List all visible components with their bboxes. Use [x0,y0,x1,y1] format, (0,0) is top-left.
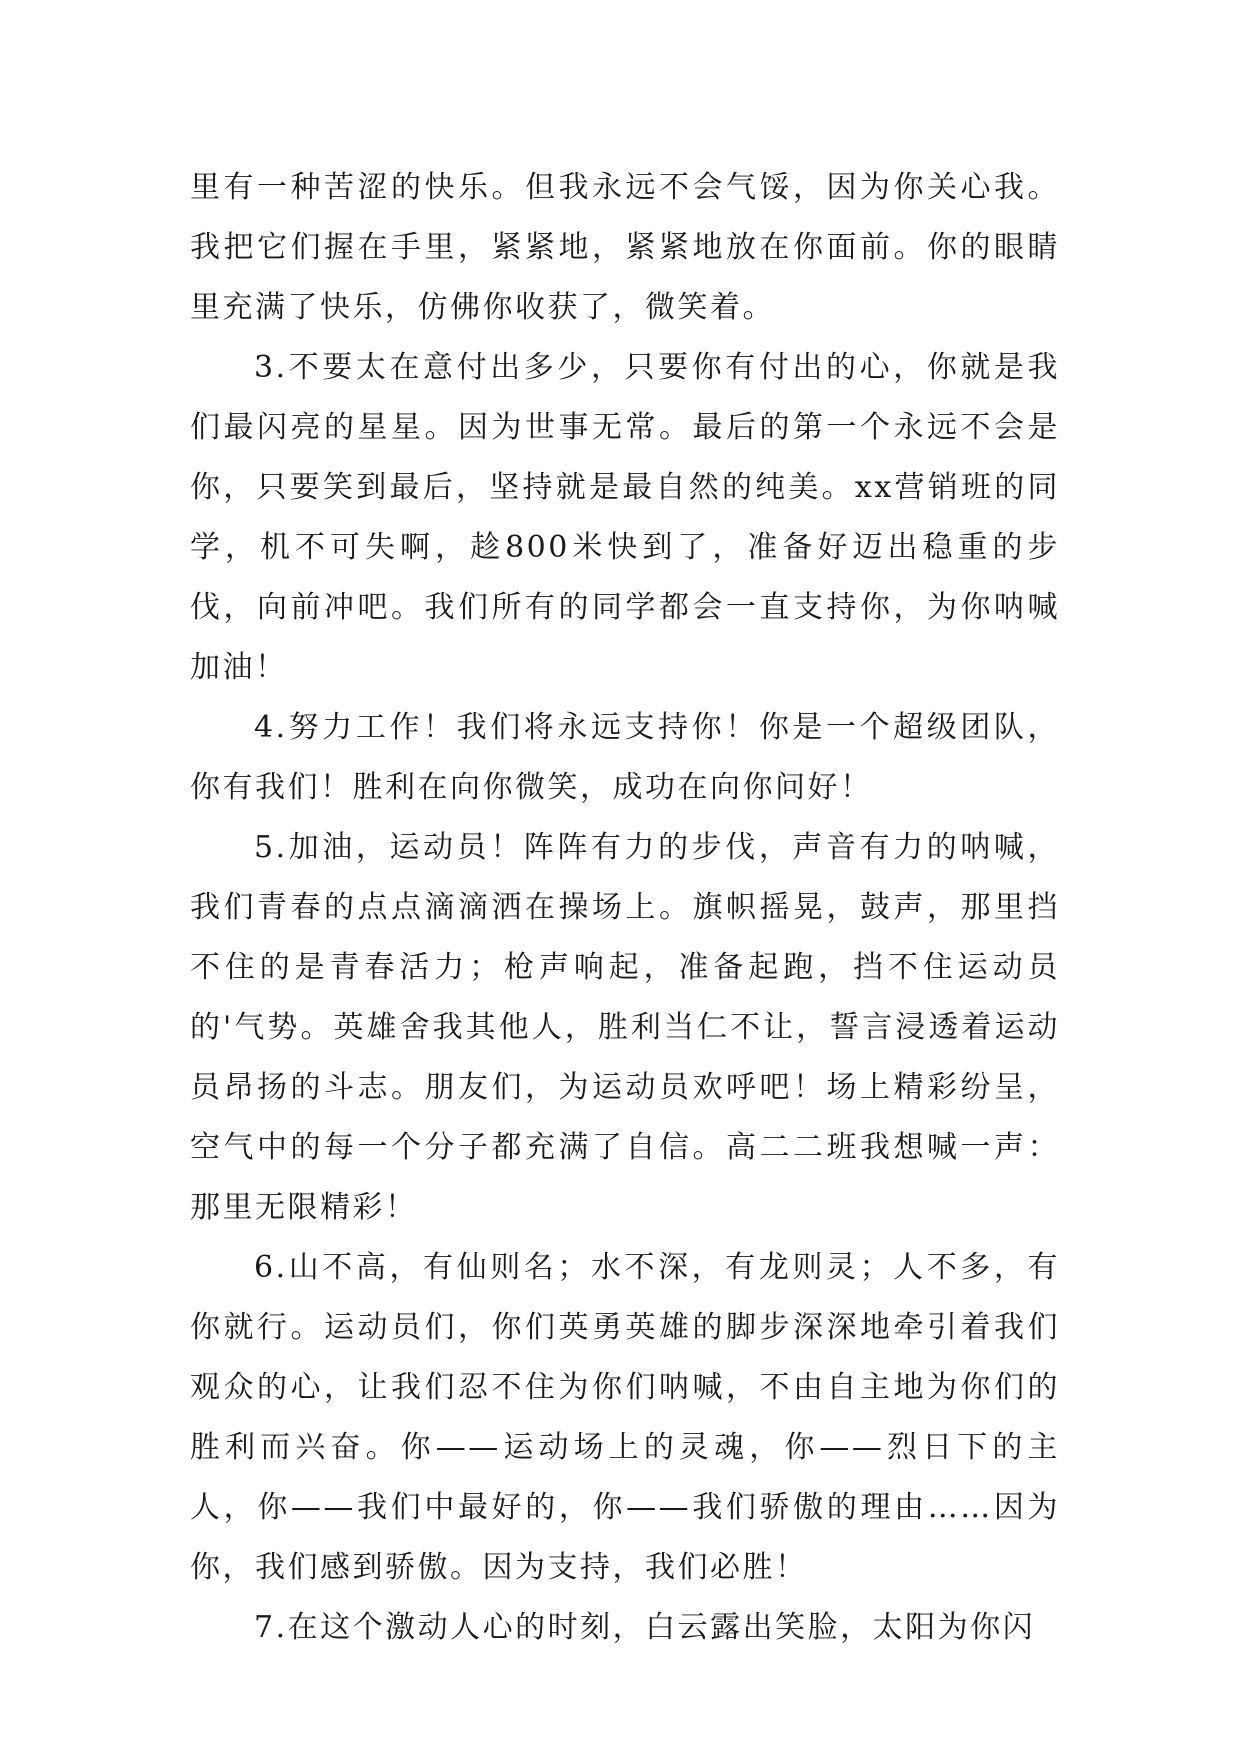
paragraph-5: 6.山不高，有仙则名；水不深，有龙则灵；人不多，有你就行。运动员们，你们英勇英雄的脚步深深地牵引着我们观众的心，让我们忍不住为你们呐喊，不由自主地为你们的胜利而兴奋。你——运动场上的灵魂，你——烈日下的主人，你——我们中最好的，你——我们骄傲的理由……因为你，我们感到骄傲。因为支持，我们必胜！ [190,1250,1060,1585]
paragraph-2: 3.不要太在意付出多少，只要你有付出的心，你就是我们最闪亮的星星。因为世事无常。最后的第一个永远不会是你，只要笑到最后，坚持就是最自然的纯美。xx营销班的同学，机不可失啊，趁800米快到了，准备好迈出稳重的步伐，向前冲吧。我们所有的同学都会一直支持你，为你呐喊加油！ [190,350,1060,685]
document-body [190,158,1060,1658]
paragraph-6: 7.在这个激动人心的时刻，白云露出笑脸，太阳为你闪 [254,1610,1036,1645]
paragraph-1: 里有一种苦涩的快乐。但我永远不会气馁，因为你关心我。我把它们握在手里，紧紧地，紧紧地放在你面前。你的眼睛里充满了快乐，仿佛你收获了，微笑着。 [190,170,1060,325]
paragraph-4: 5.加油，运动员！阵阵有力的步伐，声音有力的呐喊，我们青春的点点滴滴洒在操场上。旗帜摇晃，鼓声，那里挡不住的是青春活力；枪声响起，准备起跑，挡不住运动员的'气势。英雄舍我其他人，胜利当仁不让，誓言浸透着运动员昂扬的斗志。朋友们，为运动员欢呼吧！场上精彩纷呈，空气中的每一个分子都充满了自信。高二二班我想喊一声：那里无限精彩！ [190,830,1060,1225]
paragraph-3: 4.努力工作！我们将永远支持你！你是一个超级团队，你有我们！胜利在向你微笑，成功在向你问好！ [190,710,1060,805]
